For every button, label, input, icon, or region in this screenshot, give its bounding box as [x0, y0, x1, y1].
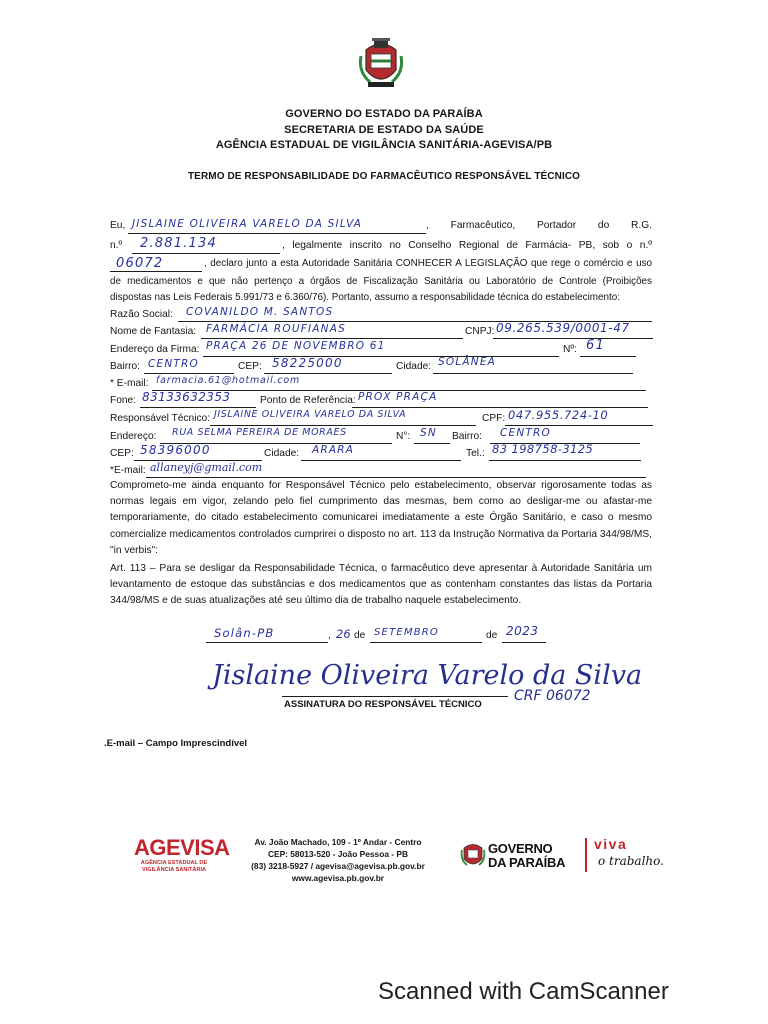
n-underline	[414, 443, 450, 444]
numero-underline	[580, 356, 636, 357]
cep-underline	[264, 373, 392, 374]
cpf-value: 047.955.724-10	[508, 408, 609, 422]
email2-label: *E-mail:	[110, 465, 146, 476]
trabalho-text: o trabalho.	[598, 854, 664, 868]
article-113-paragraph: Art. 113 – Para se desligar da Responsabilidade Técnica, o farmacêutico deve apresentar à Autoridade Sanitária um levantamento de estoque das substâncias e dos medicamentos que as contenham constantes das listas da Portaria 344/98/MS e de suas atualizações até seu último dia de trabalho naquele estabelecimento.	[110, 563, 652, 607]
razao-social-label: Razão Social:	[110, 309, 173, 320]
declaration-line5: dispostas nas Leis Federais 5.991/73 e 6.360/76). Portanto, assumo a responsabilidade técnica do estabelecimento:	[110, 292, 620, 303]
cnpj-label: CNPJ:	[465, 326, 495, 337]
signature-crf-note: CRF 06072	[514, 688, 591, 704]
signature-underline	[282, 696, 508, 697]
email2-value: allaneyj@gmail.com	[150, 461, 263, 474]
nome-fantasia-value: FARMÁCIA ROUFIANAS	[206, 323, 346, 335]
numero-label: Nº:	[563, 344, 577, 355]
crf-handwritten: 06072	[116, 256, 164, 271]
footer-divider	[585, 838, 587, 872]
bairro-value: CENTRO	[148, 358, 199, 370]
bairro-underline	[144, 373, 234, 374]
footer-address-line4: www.agevisa.pb.gov.br	[291, 873, 385, 883]
cep2-label: CEP:	[110, 448, 134, 459]
date-year-underline	[502, 642, 546, 643]
agevisa-logo-sub2: VIGILÂNCIA SANITÁRIA	[141, 867, 207, 873]
signature-label: ASSINATURA DO RESPONSÁVEL TÉCNICO	[284, 699, 482, 710]
cep-label: CEP:	[238, 361, 262, 372]
footer-address-line3: (83) 3218-5927 / agevisa@agevisa.pb.gov.br	[251, 861, 425, 871]
declaration-line4: de medicamentos e que não pertenço a órgãos de Fiscalização Sanitária ou Laboratório de Controle (Proibições	[110, 276, 652, 287]
ponto-referencia-label: Ponto de Referência:	[260, 395, 356, 406]
bairro2-value: CENTRO	[500, 427, 551, 439]
governo-crest-icon	[460, 840, 486, 870]
responsavel-tecnico-underline	[210, 425, 476, 426]
rg-underline	[132, 253, 280, 254]
date-place-underline	[206, 642, 328, 643]
handwritten-signature: Jislaine Oliveira Varelo da Silva	[212, 660, 643, 691]
cpf-label: CPF:	[482, 413, 506, 424]
viva-text: viva	[594, 836, 628, 852]
date-day: 26	[336, 627, 351, 641]
date-month-underline	[370, 642, 482, 643]
camscanner-watermark: Scanned with CamScanner	[378, 978, 669, 1005]
cidade-underline	[433, 373, 633, 374]
governo-logo-text	[488, 842, 565, 870]
date-place: Solân-PB	[214, 626, 275, 640]
governo-line1: GOVERNO	[488, 841, 553, 856]
email-label: * E-mail:	[110, 378, 149, 389]
responsavel-tecnico-value: JISLAINE OLIVEIRA VARELO DA SILVA	[214, 409, 407, 420]
date-de-2: de	[486, 630, 498, 641]
eu-label: Eu,	[110, 220, 126, 231]
after-name-text: , Farmacêutico, Portador do R.G.	[426, 220, 652, 231]
date-comma: ,	[328, 630, 331, 641]
responsavel-tecnico-label: Responsável Técnico:	[110, 413, 211, 424]
nome-fantasia-underline	[201, 338, 463, 339]
email-required-note: .E-mail – Campo Imprescindível	[104, 738, 248, 749]
cnpj-value: 09.265.539/0001-47	[496, 321, 630, 335]
date-month: SETEMBRO	[374, 627, 440, 638]
cidade2-underline	[301, 460, 461, 461]
document-title: TERMO DE RESPONSABILIDADE DO FARMACÊUTICO RESPONSÁVEL TÉCNICO	[187, 171, 581, 182]
date-de-1: de	[354, 630, 366, 641]
n-label: N°:	[396, 431, 411, 442]
cnpj-underline	[493, 338, 653, 339]
agevisa-logo	[134, 835, 230, 874]
bairro2-label: Bairro:	[452, 431, 483, 442]
fone-label: Fone:	[110, 395, 137, 406]
after-rg-text: , legalmente inscrito no Conselho Regional de Farmácia- PB, sob o n.º	[282, 240, 652, 251]
bairro-label: Bairro:	[110, 361, 141, 372]
cidade2-value: ARARA	[312, 444, 355, 456]
name-underline	[128, 233, 426, 234]
footer-address	[238, 836, 438, 884]
endereco-firma-value: PRAÇA 26 DE NOVEMBRO 61	[206, 340, 386, 352]
rg-handwritten: 2.881.134	[140, 236, 217, 251]
cpf-underline	[505, 425, 653, 426]
tel-value: 83 198758-3125	[492, 442, 594, 456]
header-agency: AGÊNCIA ESTADUAL DE VIGILÂNCIA SANITÁRIA-AGEVISA/PB	[215, 139, 553, 151]
cep-value: 58225000	[272, 356, 343, 370]
endereco-value: RUA SELMA PEREIRA DE MORAES	[172, 427, 347, 438]
fone-underline	[140, 407, 256, 408]
n-value: SN	[420, 427, 437, 439]
header-government: GOVERNO DO ESTADO DA PARAÍBA	[285, 108, 483, 120]
fone-value: 83133632353	[142, 390, 231, 404]
date-year: 2023	[506, 624, 539, 638]
after-crf-text: , declaro junto a esta Autoridade Sanitária CONHECER A LEGISLAÇÃO que rege o comércio e uso	[204, 258, 652, 269]
numero-value: 61	[586, 338, 605, 353]
nome-fantasia-label: Nome de Fantasia:	[110, 326, 197, 337]
tel-underline	[489, 460, 641, 461]
ponto-referencia-value: PROX PRAÇA	[358, 391, 438, 403]
crf-underline	[110, 271, 202, 272]
cep2-value: 58396000	[140, 443, 211, 457]
footer-address-line1: Av. João Machado, 109 - 1º Andar - Centro	[254, 837, 422, 847]
footer-address-line2: CEP: 58013-520 - João Pessoa - PB	[267, 849, 409, 859]
paraiba-coat-of-arms-icon	[356, 36, 406, 92]
cidade-label: Cidade:	[396, 361, 432, 372]
endereco-firma-label: Endereço da Firma:	[110, 344, 200, 355]
agevisa-logo-text: AGEVISA	[134, 835, 230, 860]
email-value: farmacia.61@hotmail.com	[156, 375, 301, 386]
commitment-paragraph: Comprometo-me ainda enquanto for Responsável Técnico pelo estabelecimento, observar rigorosamente todas as normas legais em vigor, zelando pelo fiel cumprimento das mesmas, bem como ao desligar-me ou afastar-me temporariamente, do citado estabelecimento comunicarei imediatamente a este Órgão Sanitário, e caso o mesmo comercialize medicamentos controlados cumprirei o disposto no art. 113 da Instrução Normativa da Portaria 344/98/MS, "in verbis":	[110, 480, 652, 556]
endereco-label: Endereço:	[110, 431, 157, 442]
cidade2-label: Cidade:	[264, 448, 300, 459]
header-secretariat: SECRETARIA DE ESTADO DA SAÚDE	[284, 124, 484, 136]
agevisa-logo-sub1: AGÊNCIA ESTADUAL DE	[140, 860, 208, 866]
governo-line2: DA PARAÍBA	[488, 855, 566, 870]
endereco-firma-underline	[203, 356, 559, 357]
declarant-name-handwritten: JISLAINE OLIVEIRA VARELO DA SILVA	[132, 218, 363, 230]
razao-social-value: COVANILDO M. SANTOS	[186, 306, 334, 318]
rg-number-label: n.º	[110, 240, 123, 251]
tel-label: Tel.:	[466, 448, 485, 459]
cidade-value: SOLÂNEA	[438, 356, 497, 368]
